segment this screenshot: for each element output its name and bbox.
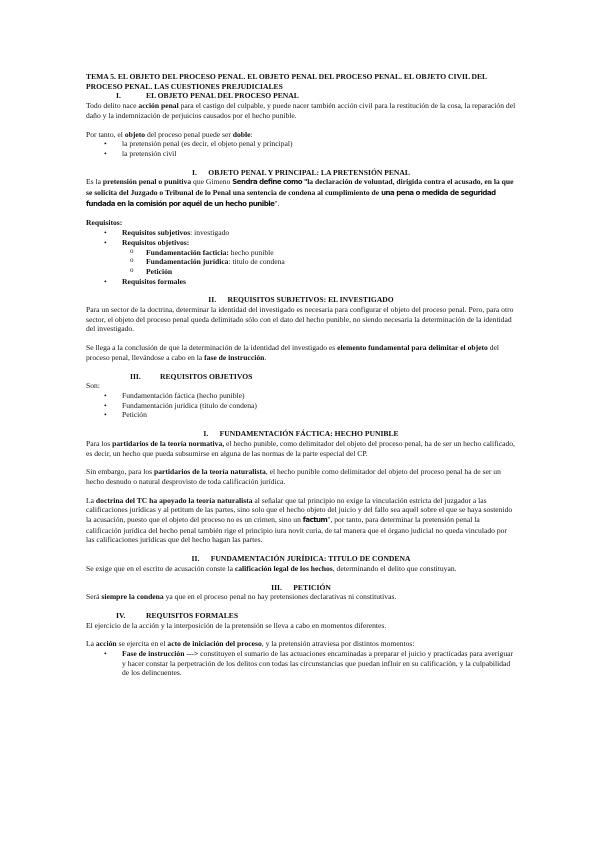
list-item: • Fundamentación jurídica (titulo de condena) <box>86 401 516 411</box>
list-item: • Requisitos subjetivos: investigado <box>86 228 516 238</box>
paragraph: Por tanto, el objeto del proceso penal puede ser doble: <box>86 129 253 139</box>
list-item: • Fundamentación fáctica (hecho punible) <box>86 391 516 401</box>
list-item: • Fase de instrucción ---> constituyen el sumario de las actuaciones encaminadas a preparar el juicio y practicadas para averiguar y hacer constar la perpetración de los delitos con todas las circunstancias que puedan influir en su calificación, y la culpabilidad de los delincuentes. <box>86 649 516 678</box>
document-title: TEMA 5. EL OBJETO DEL PROCESO PENAL. EL OBJETO PENAL DEL PROCESO PENAL. EL OBJETO CIVIL DEL PROCESO PENAL. LAS CUESTIONES PREJUDICIALES <box>86 72 487 91</box>
document-page <box>86 72 516 678</box>
list-item: • Requisitos formales <box>86 277 516 287</box>
paragraph: Para un sector de la doctrina, determinar la identidad del investigado es necesaria para configurar el objeto del proceso penal. Pero, para otro sector, el objeto del proceso penal queda delimitado sólo con el dato del hecho punible, no siendo necesaria la determinación de la identidad del investigado. <box>86 305 514 334</box>
paragraph: Se llega a la conclusión de que la determinación de la identidad del investigado es elemento fundamental para delimitar el objeto del proceso penal, llevándose a cabo en la fase de instrucción. <box>86 343 500 362</box>
bullet-list <box>86 139 516 158</box>
section-heading: IV. REQUISITOS FORMALES <box>116 610 239 620</box>
section-heading: III. REQUISITOS OBJETIVOS <box>130 371 253 381</box>
list-item: • la pretensión civil <box>86 149 516 159</box>
paragraph: La acción se ejercita en el acto de iniciación del proceso, y la pretensión atraviesa por distintos momentos: <box>86 639 415 649</box>
list-item: • la pretensión penal (es decir, el objeto penal y principal) <box>86 139 516 149</box>
bullet-list <box>86 228 516 286</box>
paragraph: Para los partidarios de la teoría normativa, el hecho punible, como delimitador del objeto del proceso penal, ha de ser un hecho calificado, es decir, un hecho que pueda subsumirse en alguna de las normas de la parte especial del CP. <box>86 438 515 458</box>
sub-list <box>86 248 516 277</box>
paragraph: La doctrina del TC ha apoyado la teoría naturalista al señalar que tal principio no exige la vinculación estricta del juzgador a las calificaciones jurídicas y al petitum de las partes, sino solo que el hecho objeto del juicio y del fallo sea aquél sobre el que se haya sostenido la acusación, puesto que el objeto del proceso no es un crimen, sino un factum", por tanto, para determinar la pretensión penal la calificación jurídica del hecho penal también rige el principio iura novit curia, de tal manera que el órgano judicial no queda vinculado por las calificaciones jurídicas que del hecho hagan las partes. <box>86 495 513 545</box>
list-item: • Petición <box>86 410 516 420</box>
requisitos-label: Requisitos: <box>86 218 123 228</box>
section-heading: I. EL OBJETO PENAL DEL PROCESO PENAL <box>116 91 299 101</box>
section-heading: II. FUNDAMENTACIÓN JURÍDICA: TITULO DE CONDENA <box>191 554 411 564</box>
paragraph: Todo delito nace acción penal para el castigo del culpable, y puede nacer también acción civil para la restitución de la cosa, la reparación del daño y la indemnización de perjuicios causados por el hecho punible. <box>86 101 516 120</box>
paragraph: Sin embargo, para los partidarios de la teoría naturalista, el hecho punible como delimitador del objeto del proceso penal ha de ser un hecho desnudo o natural desprovisto de toda calificación jurídica. <box>86 467 501 486</box>
paragraph: Es la pretensión penal o punitiva que Gimeno Sendra define como "la declaración de voluntad, dirigida contra el acusado, en la que se solicita del Juzgado o Tribunal de lo Penal una sentencia de condena al cumplimiento de una pena o medida de seguridad fundada en la comisión por aquél de un hecho punible". <box>86 177 514 208</box>
sub-list-item: o Petición <box>86 267 516 277</box>
section-heading: II. REQUISITOS SUBJETIVOS: EL INVESTIGADO <box>208 295 394 305</box>
sub-list-item: o Fundamentación facticia: hecho punible <box>86 248 516 258</box>
sub-list-item: o Fundamentación jurídica: titulo de condena <box>86 257 516 267</box>
section-heading: I. OBJETO PENAL Y PRINCIPAL: LA PRETENSIÓN PENAL <box>192 167 410 177</box>
list-item: • Requisitos objetivos: o Fundamentación facticia: hecho punible o Fundamentación jurídica: titulo de condena o Petición <box>86 238 516 277</box>
paragraph: Será siempre la condena ya que en el proceso penal no hay pretensiones declarativas ni constitutivas. <box>86 592 397 602</box>
bullet-list <box>86 391 516 420</box>
paragraph: Son: <box>86 381 100 391</box>
paragraph: El ejercicio de la acción y la interposición de la pretensión se lleva a cabo en momentos diferentes. <box>86 620 387 630</box>
section-heading: I. FUNDAMENTACIÓN FÁCTICA: HECHO PUNIBLE <box>203 429 399 439</box>
section-heading: III. PETICIÓN <box>271 582 331 592</box>
bullet-list <box>86 649 516 678</box>
paragraph: Se exige que en el escrito de acusación conste la calificación legal de los hechos, determinando el delito que constituyan. <box>86 563 457 573</box>
